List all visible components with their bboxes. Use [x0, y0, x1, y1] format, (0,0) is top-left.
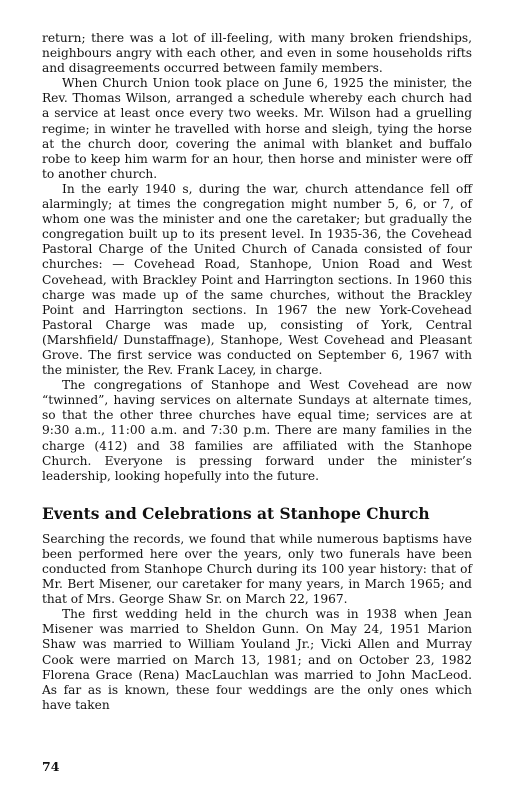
page-number: 74 — [42, 759, 60, 774]
paragraph-feud-continued: return; there was a lot of ill-feeling, with many broken friendships, neighbours angry with each other, and even in some households rifts and disagreements occurred between family members. — [42, 31, 472, 76]
paragraph-attendance-history: In the early 1940 s, during the war, church attendance fell off alarmingly; at times the congregation might number 5, 6, or 7, of whom one was the minister and one the caretaker; but gradually the congregation built up to its present level. In 1935-36, the Covehead Pastoral Charge of the United Church of Canada consisted of four churches: — Covehead Road, Stanhope, Union Road and West Covehead, with Brackley Point and Harrington sections. In 1960 this charge was made up of the same churches, without the Brackley Point and Harrington sections. In 1967 the new York-Covehead Pastoral Charge was made up, consisting of York, Central (Marshfield/ Dunstaffnage), Stanhope, West Covehead and Pleasant Grove. The first service was conducted on September 6, 1967 with the minister, the Rev. Frank Lacey, in charge. — [42, 181, 472, 378]
page-body — [42, 31, 472, 713]
paragraph-church-union: When Church Union took place on June 6, 1925 the minister, the Rev. Thomas Wilson, arranged a schedule whereby each church had a service at least once every two weeks. Mr. Wilson had a gruelling regime; in winter he travelled with horse and sleigh, tying the horse at the church door, covering the animal with blanket and buffalo robe to keep him warm for an hour, then horse and minister were off to another church. — [42, 76, 472, 181]
paragraph-twinned-congregations: The congregations of Stanhope and West Covehead are now “twinned”, having services on alternate Sundays at alternate times, so that the other three churches have equal time; services are at 9:30 a.m., 11:00 a.m. and 7:30 p.m. There are many families in the charge (412) and 38 families are affiliated with the Stanhope Church. Everyone is pressing forward under the minister’s leadership, looking hopefully into the future. — [42, 378, 472, 483]
paragraph-funerals: Searching the records, we found that while numerous baptisms have been performed here over the years, only two funerals have been conducted from Stanhope Church during its 100 year history: that of Mr. Bert Misener, our caretaker for many years, in March 1965; and that of Mrs. George Shaw Sr. on March 22, 1967. — [42, 531, 472, 607]
paragraph-weddings: The first wedding held in the church was in 1938 when Jean Misener was married to Sheldon Gunn. On May 24, 1951 Marion Shaw was married to William Youland Jr.; Vicki Allen and Murray Cook were married on March 13, 1981; and on October 23, 1982 Florena Grace (Rena) MacLauchlan was married to John MacLeod. As far as is known, these four weddings are the only ones which have taken — [42, 607, 472, 712]
section-heading: Events and Celebrations at Stanhope Church — [42, 504, 430, 523]
